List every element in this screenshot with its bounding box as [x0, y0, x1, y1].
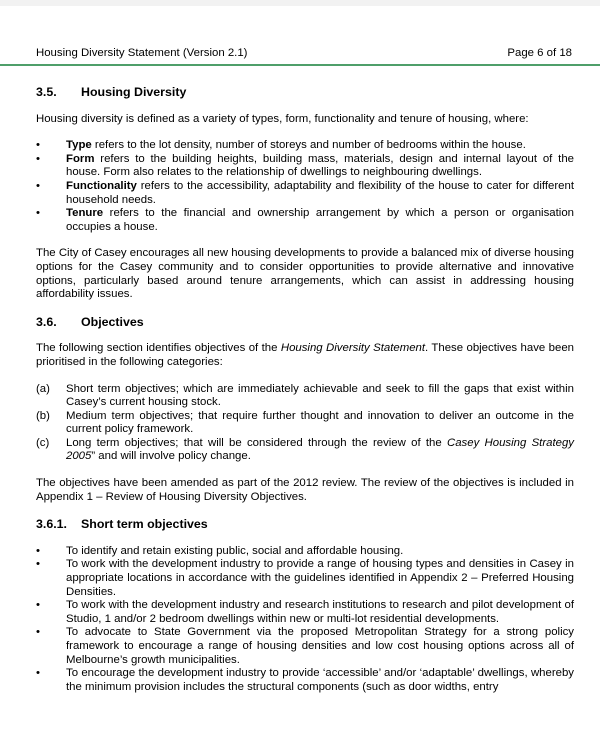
page-header: [36, 47, 572, 61]
term: Functionality: [66, 179, 137, 192]
strategy-ref: Casey Housing Strategy 2005: [66, 436, 575, 463]
term: Type: [66, 139, 92, 152]
objectives-list: [36, 545, 574, 695]
page-number: Page 6 of 18: [507, 47, 572, 59]
paragraph: [36, 342, 574, 369]
document-body: [36, 86, 574, 694]
item-text: To encourage the development industry to provide ‘accessible’ and/or ‘adaptable’ dwellings, whereby the minimum provision includes the structural components (such as door widths, entry: [66, 667, 574, 693]
bullet: •: [36, 558, 40, 571]
definition: refers to the financial and ownership arrangement by which a person or organisation occupies a house.: [66, 207, 574, 233]
term: Tenure: [66, 207, 104, 220]
header-title: Housing Diversity Statement (Version 2.1): [36, 47, 248, 59]
section-title: Objectives: [81, 314, 144, 329]
item-text: Medium term objectives; that require further thought and innovation to deliver an outcome in the current policy framework.: [66, 409, 574, 436]
item-text: To identify and retain existing public, social and affordable housing.: [66, 544, 404, 557]
item-text: Long term objectives; that will be considered through the review of the: [66, 436, 447, 449]
section-number: 3.6.: [36, 314, 57, 329]
definition-list: [36, 139, 574, 234]
item-text: To work with the development industry to provide a range of housing types and densities in Casey in appropriate locations in accordance with the guidelines identified in Appendix 2 – Preferred Housing Densities.: [66, 558, 574, 598]
text-run: . These objectives have been prioritised in the following categories:: [36, 342, 574, 368]
section-heading-3-6-1: [36, 518, 574, 532]
list-item: [36, 667, 574, 694]
top-strip: [0, 0, 600, 6]
item-text: To work with the development industry and research institutions to research and pilot development of Studio, 1 and/or 2 bedroom dwellings within new or multi-lot residential developments.: [66, 599, 574, 625]
paragraph: Housing diversity is defined as a variety of types, form, functionality and tenure of housing, where:: [36, 112, 529, 125]
list-item: [36, 153, 574, 180]
header-rule: [0, 64, 600, 66]
bullet: •: [36, 207, 40, 220]
bullet: •: [36, 544, 40, 557]
definition: refers to the accessibility, adaptability and flexibility of the house to cater for different household needs.: [66, 179, 574, 206]
paragraph: The objectives have been amended as part of the 2012 review. The review of the objectives is included in Appendix 1 – Review of Housing Diversity Objectives.: [36, 477, 574, 503]
paragraph: The City of Casey encourages all new housing developments to provide a balanced mix of diverse housing options for the Casey community and to consider opportunities to provide alternative and innovative options, particularly based around tenure arrangements, which can assist in addressing housing affordability issues.: [36, 247, 574, 301]
item-text: ” and will involve policy change.: [91, 450, 251, 463]
list-item: [36, 207, 574, 234]
bullet: •: [36, 152, 40, 165]
list-item: [36, 558, 574, 599]
list-item: [36, 139, 574, 153]
section-title: Housing Diversity: [81, 85, 187, 99]
list-item: [36, 437, 574, 464]
document-title-ref: Housing Diversity Statement: [280, 342, 426, 355]
definition: refers to the building heights, building mass, materials, design and internal layout of the house. Form also relates to the relationship of dwellings to neighbouring dwellings.: [66, 152, 574, 179]
text-run: The following section identifies objectives of the: [36, 342, 281, 355]
list-item: [36, 626, 574, 667]
list-item: [36, 410, 574, 437]
list-item: [36, 383, 574, 410]
section-number: 3.5.: [36, 85, 57, 99]
item-text: Short term objectives; which are immediately achievable and seek to fill the gaps that exist within Casey’s current housing stock.: [66, 382, 574, 409]
bullet: •: [36, 599, 40, 612]
term: Form: [66, 152, 95, 165]
category-list: [36, 383, 574, 465]
list-item: [36, 545, 574, 559]
bullet: •: [36, 667, 40, 680]
definition: refers to the lot density, number of storeys and number of bedrooms within the house.: [91, 139, 526, 152]
list-item: [36, 180, 574, 207]
section-heading-3-5: [36, 86, 574, 100]
item-text: To advocate to State Government via the proposed Metropolitan Strategy for a strong policy framework to encourage a range of housing densities and low cost housing options across all of Melbourne’s growth municipalities.: [66, 626, 574, 666]
list-label: (a): [36, 382, 50, 395]
section-number: 3.6.1.: [36, 517, 68, 532]
bullet: •: [36, 179, 40, 192]
list-label: (b): [36, 409, 50, 422]
list-label: (c): [36, 436, 50, 449]
bullet: •: [36, 139, 40, 152]
section-title: Short term objectives: [81, 517, 208, 532]
bullet: •: [36, 626, 40, 639]
list-item: [36, 599, 574, 626]
section-heading-3-6: [36, 316, 574, 330]
